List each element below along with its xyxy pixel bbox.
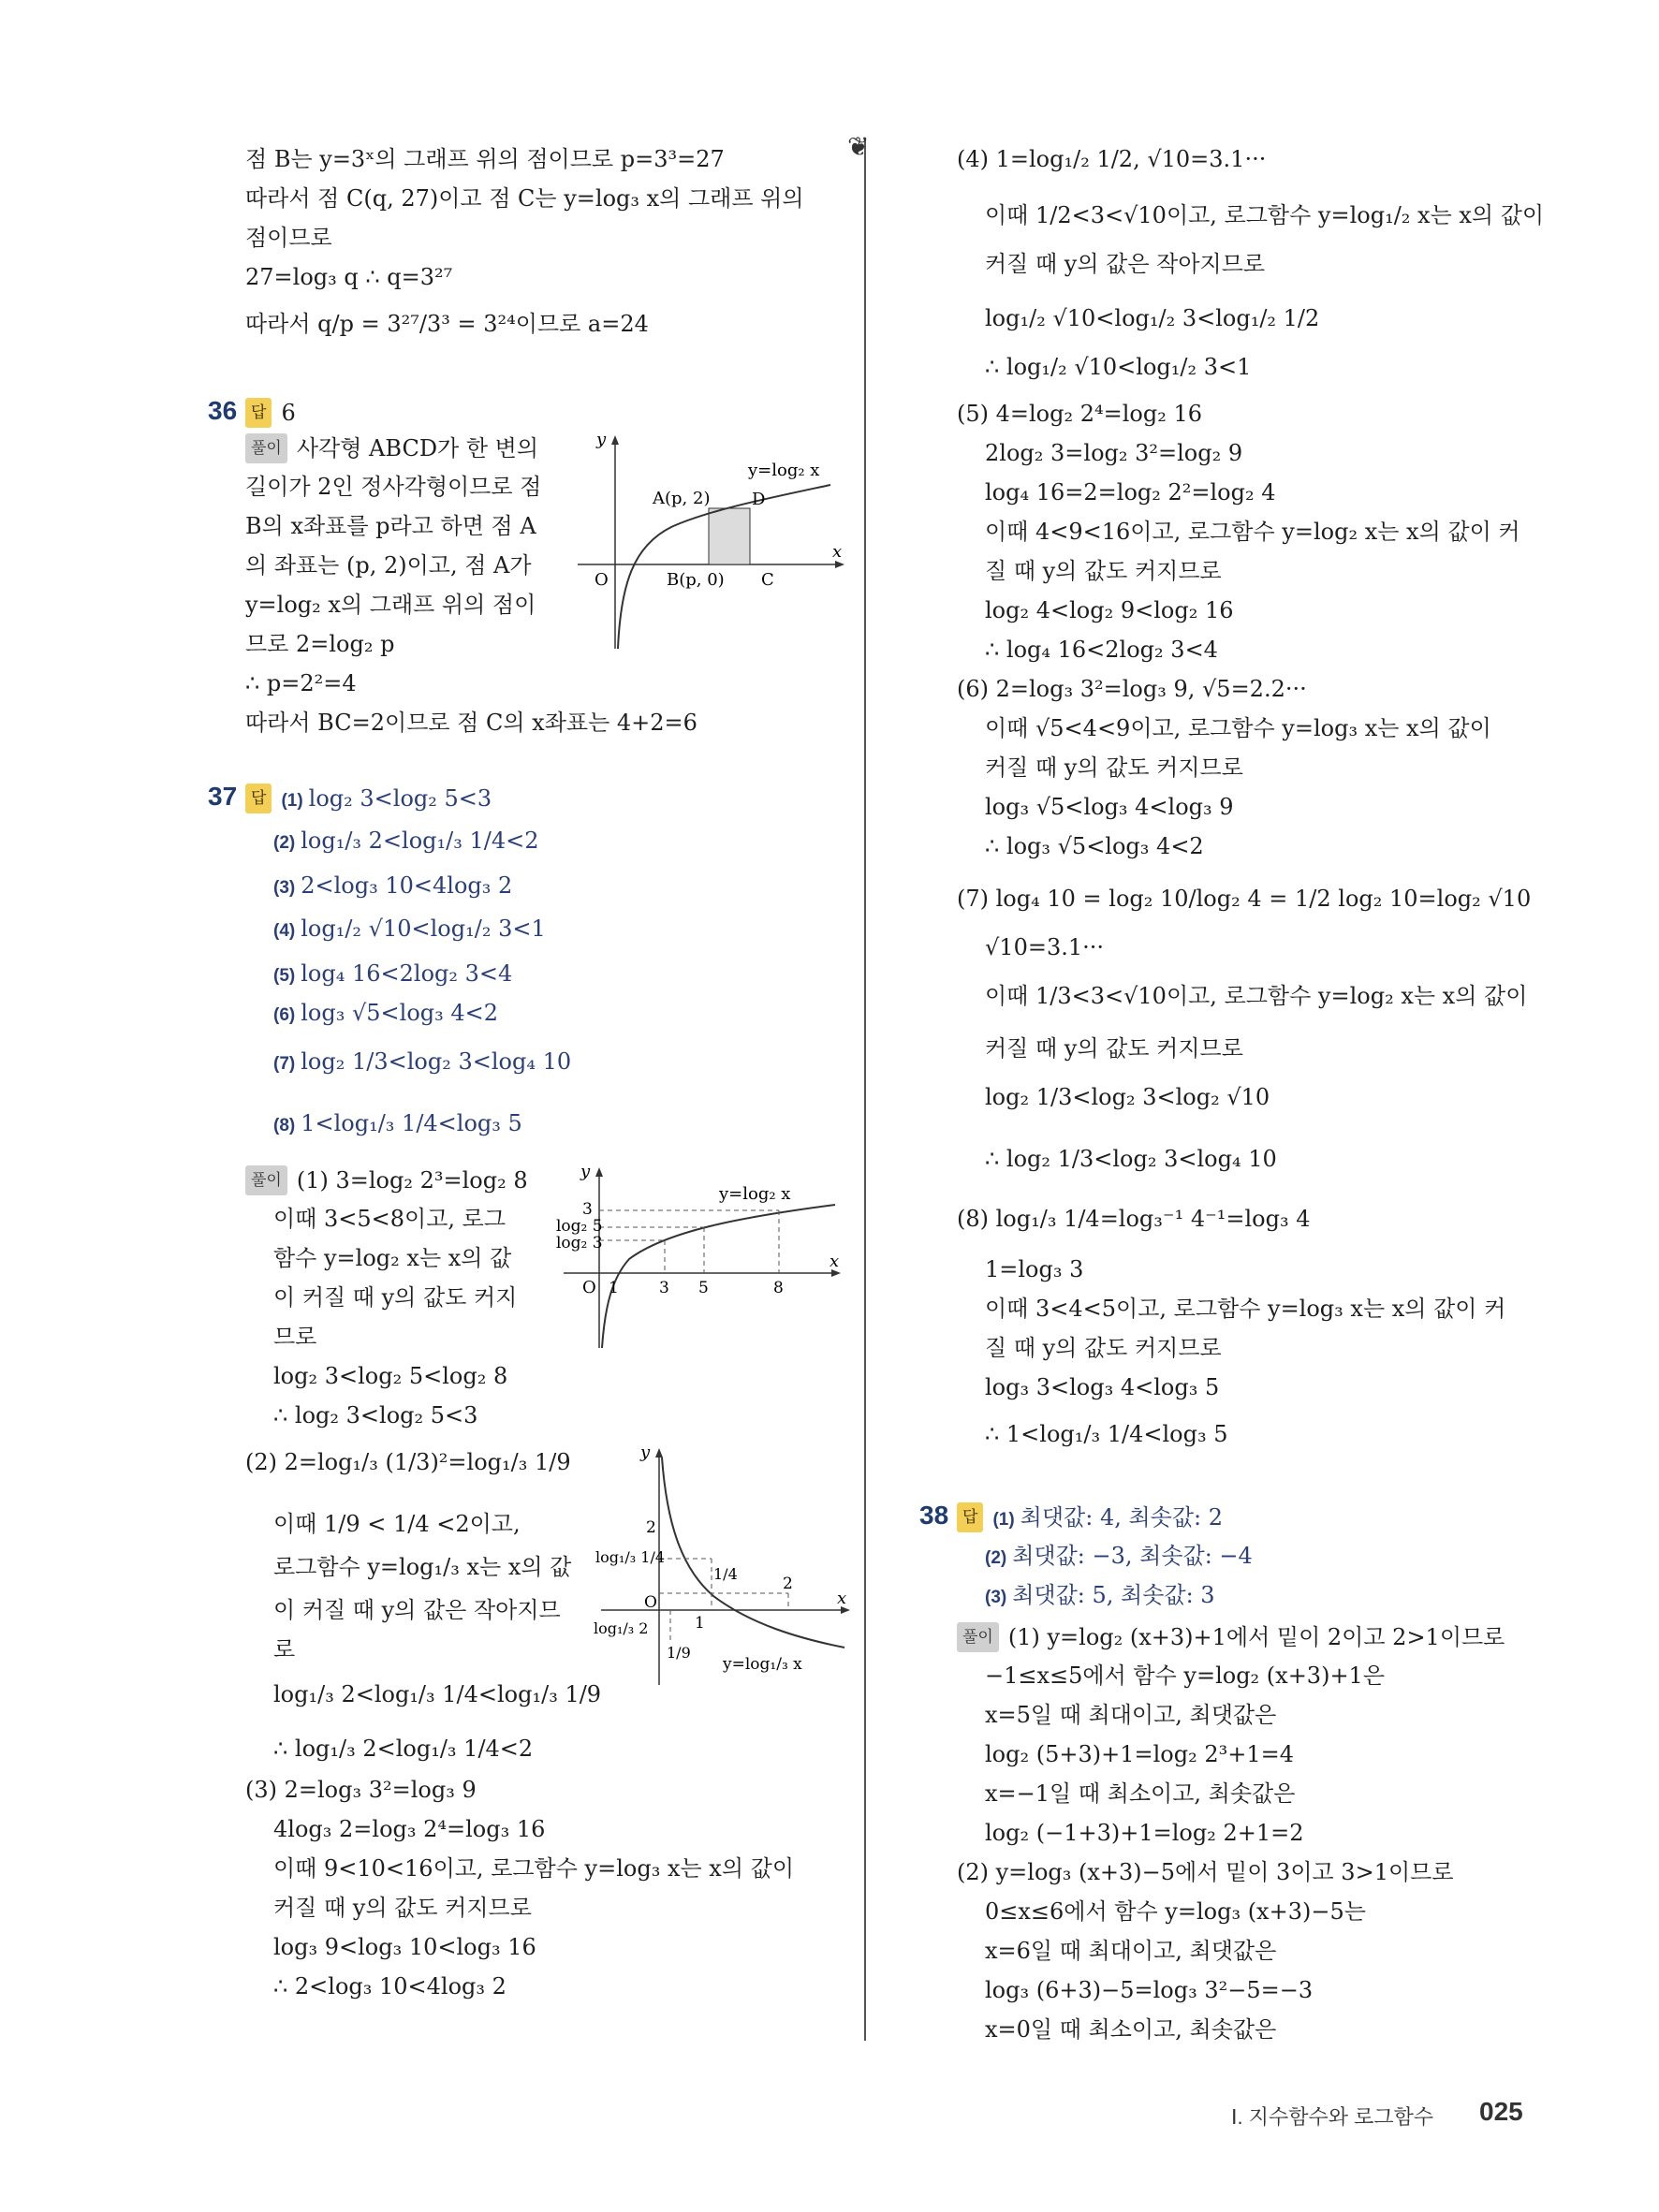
svg-text:log₁/₃ 1/4: log₁/₃ 1/4 [595, 1548, 666, 1566]
solution-line: 커질 때 y의 값은 작아지므로 [985, 251, 1266, 277]
solution-line: x=6일 때 최대이고, 최댓값은 [985, 1938, 1277, 1964]
axis-label-y: y [596, 433, 607, 449]
figure-36-graph [578, 433, 849, 658]
curve-label: y=log₂ x [748, 461, 820, 480]
solution-line: B의 x좌표를 p라고 하면 점 A [245, 513, 536, 539]
svg-text:x: x [830, 1252, 840, 1271]
svg-text:8: 8 [773, 1279, 784, 1297]
solution-line: x=0일 때 최소이고, 최솟값은 [985, 2016, 1277, 2043]
solution-line: √10=3.1··· [985, 934, 1104, 960]
intro-line: 따라서 점 C(q, 27)이고 점 C는 y=log₃ x의 그래프 위의 [245, 185, 804, 212]
intro-line: 27=log₃ q ∴ q=3²⁷ [245, 264, 453, 290]
solution-line: (6) 2=log₃ 3²=log₃ 9, √5=2.2··· [957, 676, 1307, 702]
ornament-icon: ❦ [847, 131, 870, 162]
svg-text:1: 1 [609, 1279, 619, 1297]
solution-line: 이때 1/3<3<√10이고, 로그함수 y=log₂ x는 x의 값이 [985, 983, 1528, 1009]
solution-line: 풀이 (1) y=log₂ (x+3)+1에서 밑이 2이고 2>1이므로 [957, 1622, 1505, 1652]
solution-line: 길이가 2인 정사각형이므로 점 [245, 474, 542, 500]
solution-line: 이때 3<4<5이고, 로그함수 y=log₃ x는 x의 값이 커 [985, 1296, 1506, 1322]
solution-line: ∴ log₁/₂ √10<log₁/₂ 3<1 [985, 354, 1252, 380]
solution-line: 이때 1/2<3<√10이고, 로그함수 y=log₁/₂ x는 x의 값이 [985, 202, 1545, 228]
solution-tag: 풀이 [245, 1165, 287, 1195]
svg-text:2: 2 [646, 1518, 656, 1537]
solution-line: 질 때 y의 값도 커지므로 [985, 1335, 1222, 1361]
question-number-37: 37 [208, 782, 238, 811]
solution-line: x=−1일 때 최소이고, 최솟값은 [985, 1780, 1296, 1807]
svg-text:log₂ 5: log₂ 5 [556, 1217, 603, 1236]
solution-line: 로그함수 y=log₁/₃ x는 x의 값 [273, 1554, 572, 1580]
answer-38-1: 답 (1) 최댓값: 4, 최솟값: 2 [957, 1502, 1223, 1534]
figure-37-1-graph [554, 1165, 844, 1353]
svg-text:x: x [837, 1589, 847, 1608]
answer-37-1: 답 (1) log₂ 3<log₂ 5<3 [245, 784, 492, 815]
answer-38-2: (2) 최댓값: −3, 최솟값: −4 [985, 1543, 1253, 1569]
page-number: 025 [1479, 2097, 1523, 2126]
solution-line: log₁/₃ 2<log₁/₃ 1/4<log₁/₃ 1/9 [273, 1681, 602, 1707]
svg-text:log₂ 3: log₂ 3 [556, 1234, 603, 1252]
solution-line: log₂ 3<log₂ 5<log₂ 8 [273, 1363, 508, 1389]
solution-line: (3) 2=log₃ 3²=log₃ 9 [245, 1777, 477, 1803]
solution-line: 이때 √5<4<9이고, 로그함수 y=log₃ x는 x의 값이 [985, 715, 1491, 741]
solution-line: log₃ √5<log₃ 4<log₃ 9 [985, 794, 1234, 820]
solution-tag: 풀이 [957, 1622, 999, 1652]
solution-line: 이 커질 때 y의 값도 커지 [273, 1284, 518, 1311]
svg-text:y: y [640, 1446, 651, 1462]
solution-line: (8) log₁/₃ 1/4=log₃⁻¹ 4⁻¹=log₃ 4 [957, 1206, 1311, 1232]
solution-line: 1=log₃ 3 [985, 1256, 1084, 1282]
answer-tag: 답 [245, 784, 272, 813]
solution-line: (5) 4=log₂ 2⁴=log₂ 16 [957, 401, 1203, 427]
answer-tag: 답 [245, 398, 272, 428]
answer-37-7: (7) log₂ 1/3<log₂ 3<log₄ 10 [273, 1048, 572, 1075]
answer-value: 6 [281, 400, 296, 426]
solution-line: 커질 때 y의 값도 커지므로 [985, 1035, 1243, 1062]
solution-line: 이 커질 때 y의 값은 작아지므 [273, 1597, 561, 1623]
figure-37-2-graph [592, 1446, 854, 1690]
solution-line: 의 좌표는 (p, 2)이고, 점 A가 [245, 552, 532, 579]
svg-text:1/4: 1/4 [713, 1565, 738, 1583]
answer-37-4: (4) log₁/₂ √10<log₁/₂ 3<1 [273, 916, 546, 942]
point-label-B: B(p, 0) [667, 570, 725, 590]
solution-line: 함수 y=log₂ x는 x의 값 [273, 1245, 512, 1271]
solution-line: ∴ log₂ 3<log₂ 5<3 [273, 1402, 478, 1428]
solution-line: 로 [273, 1636, 296, 1663]
svg-text:3: 3 [659, 1279, 669, 1297]
intro-line: 점 B는 y=3ˣ의 그래프 위의 점이므로 p=3³=27 [245, 146, 725, 172]
question-number-38: 38 [919, 1501, 949, 1530]
chapter-footer: Ⅰ. 지수함수와 로그함수 [1231, 2105, 1434, 2129]
solution-line: 커질 때 y의 값도 커지므로 [273, 1895, 532, 1921]
svg-text:O: O [644, 1593, 657, 1612]
solution-line: (7) log₄ 10 = log₂ 10/log₂ 4 = 1/2 log₂ 10=log₂ √10 [957, 886, 1532, 912]
point-label-C: C [761, 570, 774, 590]
solution-line: 므로 2=log₂ p [245, 631, 395, 657]
solution-line: log₃ 9<log₃ 10<log₃ 16 [273, 1934, 536, 1960]
answer-tag: 답 [957, 1502, 983, 1532]
svg-text:1: 1 [695, 1614, 705, 1633]
answer-37-8: (8) 1<log₁/₃ 1/4<log₃ 5 [273, 1110, 522, 1136]
axis-label-x: x [832, 542, 843, 562]
solution-line: log₄ 16=2=log₂ 2²=log₂ 4 [985, 479, 1276, 505]
solution-line: 므로 [273, 1324, 317, 1350]
svg-text:2: 2 [783, 1575, 793, 1593]
solution-line: 이때 3<5<8이고, 로그 [273, 1206, 507, 1232]
column-divider [864, 140, 866, 2041]
svg-text:3: 3 [582, 1200, 593, 1219]
solution-line: ∴ log₂ 1/3<log₂ 3<log₄ 10 [985, 1146, 1277, 1172]
solution-line: ∴ 1<log₁/₃ 1/4<log₃ 5 [985, 1421, 1228, 1447]
solution-line: log₂ 1/3<log₂ 3<log₂ √10 [985, 1084, 1270, 1110]
solution-line: 질 때 y의 값도 커지므로 [985, 558, 1222, 584]
solution-line: (4) 1=log₁/₂ 1/2, √10=3.1··· [957, 146, 1267, 172]
solution-line: (2) 2=log₁/₃ (1/3)²=log₁/₃ 1/9 [245, 1449, 571, 1475]
solution-line: log₂ (5+3)+1=log₂ 2³+1=4 [985, 1741, 1294, 1767]
solution-line: log₁/₂ √10<log₁/₂ 3<log₁/₂ 1/2 [985, 305, 1320, 331]
solution-tag: 풀이 [245, 433, 287, 463]
solution-line: 이때 1/9 < 1/4 <2이고, [273, 1511, 521, 1537]
solution-line: log₂ 4<log₂ 9<log₂ 16 [985, 597, 1234, 623]
solution-line: 따라서 BC=2이므로 점 C의 x좌표는 4+2=6 [245, 710, 697, 736]
svg-text:1/9: 1/9 [667, 1644, 691, 1662]
intro-line: 따라서 q/p = 3²⁷/3³ = 3²⁴이므로 a=24 [245, 311, 649, 337]
solution-line: −1≤x≤5에서 함수 y=log₂ (x+3)+1은 [985, 1663, 1386, 1689]
solution-line: log₃ (6+3)−5=log₃ 3²−5=−3 [985, 1977, 1314, 2003]
solution-line: x=5일 때 최대이고, 최댓값은 [985, 1702, 1277, 1728]
question-number-36: 36 [208, 396, 238, 425]
svg-text:y: y [580, 1165, 591, 1181]
solution-line: ∴ log₄ 16<2log₂ 3<4 [985, 637, 1218, 663]
svg-text:O: O [582, 1278, 596, 1297]
point-label-D: D [752, 490, 766, 509]
solution-line: ∴ 2<log₃ 10<4log₃ 2 [273, 1973, 507, 2000]
solution-line: (2) y=log₃ (x+3)−5에서 밑이 3이고 3>1이므로 [957, 1859, 1454, 1885]
solution-line: 이때 9<10<16이고, 로그함수 y=log₃ x는 x의 값이 [273, 1855, 795, 1882]
svg-text:log₁/₃ 2: log₁/₃ 2 [594, 1619, 649, 1637]
answer-36 [245, 398, 296, 428]
solution-line: ∴ log₁/₃ 2<log₁/₃ 1/4<2 [273, 1736, 534, 1762]
solution-line: log₂ (−1+3)+1=log₂ 2+1=2 [985, 1820, 1304, 1846]
solution-line: 풀이 (1) 3=log₂ 2³=log₂ 8 [245, 1165, 528, 1195]
svg-text:5: 5 [698, 1279, 709, 1297]
solution-line: 커질 때 y의 값도 커지므로 [985, 754, 1243, 781]
solution-line: 이때 4<9<16이고, 로그함수 y=log₂ x는 x의 값이 커 [985, 519, 1520, 545]
answer-38-3: (3) 최댓값: 5, 최솟값: 3 [985, 1582, 1215, 1608]
svg-text:y=log₂ x: y=log₂ x [719, 1184, 791, 1204]
solution-line: 0≤x≤6에서 함수 y=log₃ (x+3)−5는 [985, 1898, 1366, 1925]
point-label-A: A(p, 2) [653, 489, 711, 508]
solution-line: ∴ p=2²=4 [245, 670, 357, 696]
answer-37-6: (6) log₃ √5<log₃ 4<2 [273, 1000, 499, 1026]
solution-line: 2log₂ 3=log₂ 3²=log₂ 9 [985, 440, 1243, 466]
origin-label: O [595, 570, 609, 590]
solution-line: ∴ log₃ √5<log₃ 4<2 [985, 833, 1204, 859]
answer-37-3: (3) 2<log₃ 10<4log₃ 2 [273, 872, 513, 899]
svg-text:y=log₁/₃ x: y=log₁/₃ x [723, 1655, 802, 1674]
solution-line: 풀이 사각형 ABCD가 한 변의 [245, 433, 538, 463]
solution-line: 4log₃ 2=log₃ 2⁴=log₃ 16 [273, 1816, 546, 1842]
answer-37-2: (2) log₁/₃ 2<log₁/₃ 1/4<2 [273, 828, 539, 854]
answer-37-5: (5) log₄ 16<2log₂ 3<4 [273, 960, 513, 987]
solution-line: log₃ 3<log₃ 4<log₃ 5 [985, 1374, 1220, 1400]
intro-line: 점이므로 [245, 225, 332, 251]
solution-line: y=log₂ x의 그래프 위의 점이 [245, 592, 536, 618]
